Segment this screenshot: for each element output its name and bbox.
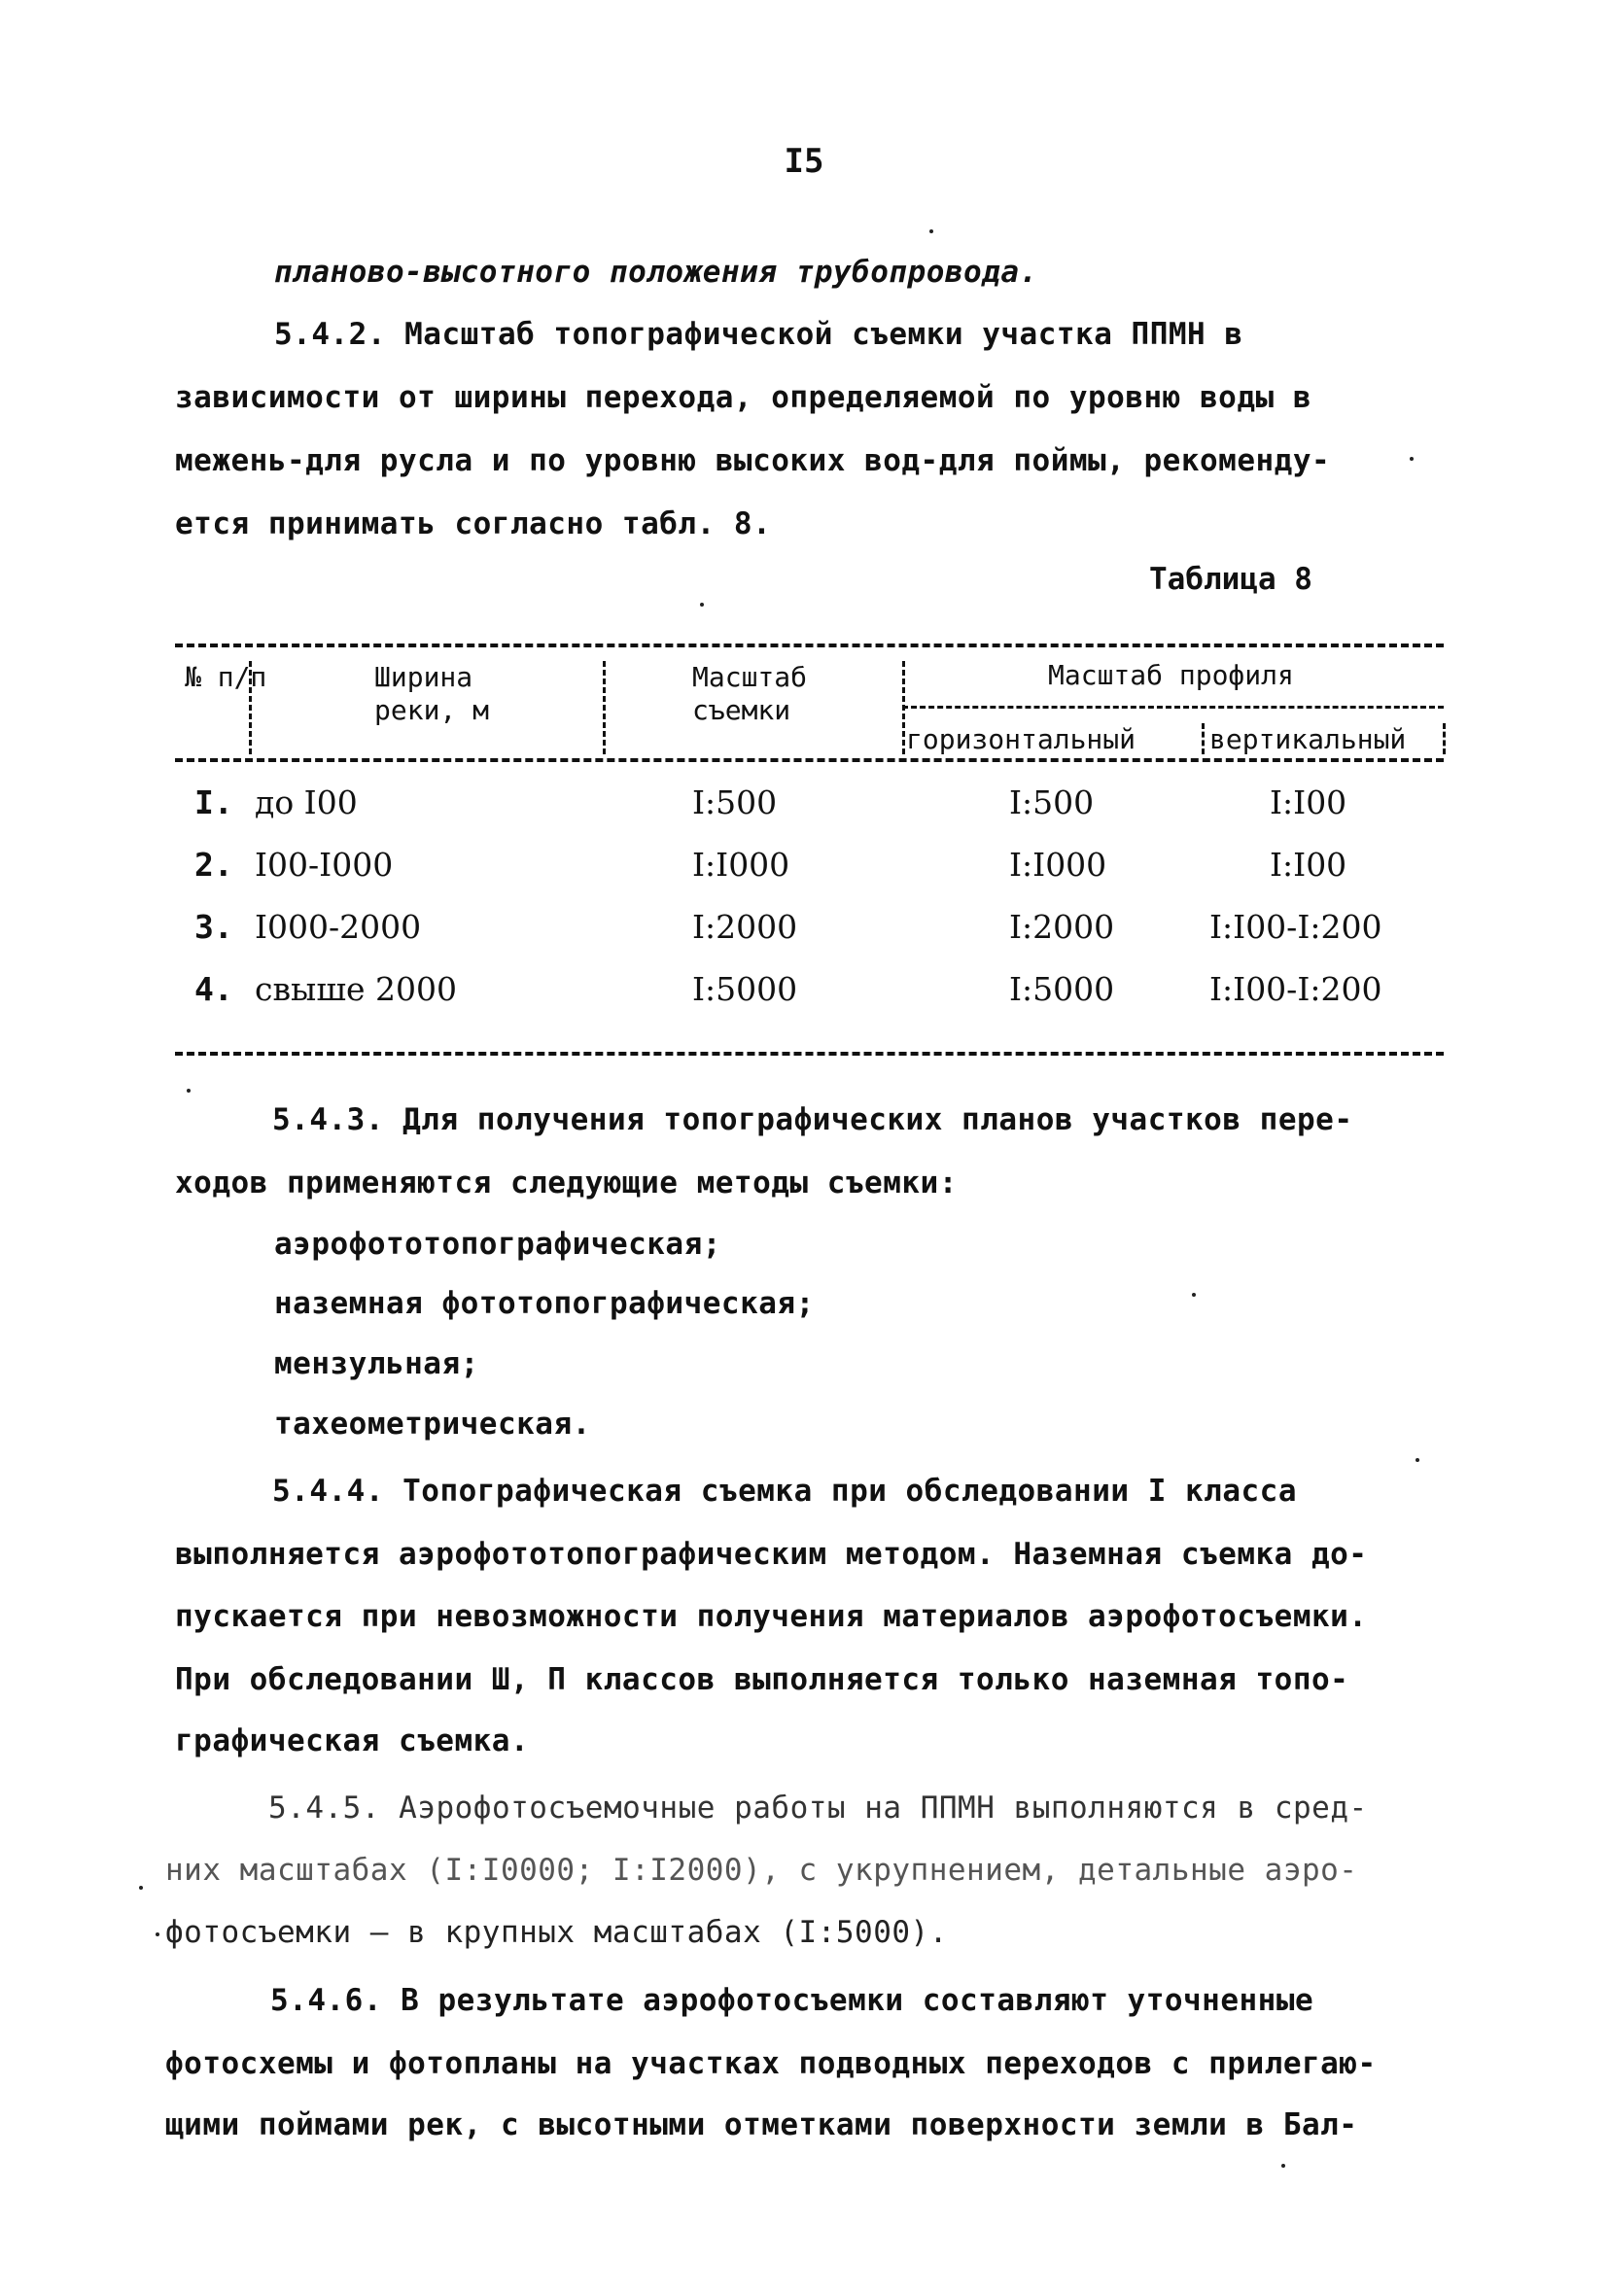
header-divider-1: [249, 661, 252, 754]
para-542-line-1: 5.4.2. Масштаб топографической съемки участка ППМН в: [274, 317, 1243, 352]
para-546-line-3: щими поймами рек, с высотными отметками поверхности земли в Бал-: [165, 2107, 1358, 2142]
row-vertical: I:I00-I:200: [1209, 970, 1382, 1008]
table-caption: Таблица 8: [1149, 562, 1312, 597]
row-width: до I00: [255, 783, 358, 821]
row-num: 3.: [194, 908, 233, 946]
table-bottom-rule: [175, 1052, 1444, 1056]
header-divider-5: [1443, 723, 1446, 754]
header-divider-3: [902, 661, 905, 754]
row-scale: I:5000: [692, 970, 798, 1008]
header-divider-2: [603, 661, 606, 754]
header-divider-4: [1202, 723, 1205, 754]
row-width: I00-I000: [255, 846, 394, 884]
scan-speck: [1416, 1458, 1419, 1462]
header-profile-rule: [902, 706, 1444, 709]
header-horizontal: горизонтальный: [906, 723, 1136, 755]
header-vertical: вертикальный: [1209, 723, 1407, 755]
para-544-line-4: При обследовании Ш, П классов выполняется только наземная топо-: [175, 1662, 1349, 1697]
scan-speck: [139, 1886, 143, 1890]
row-horizontal: I:2000: [1009, 908, 1115, 946]
row-vertical: I:I00-I:200: [1209, 908, 1382, 946]
row-scale: I:2000: [692, 908, 798, 946]
row-num: I.: [194, 783, 233, 821]
row-width: I000-2000: [255, 908, 422, 946]
para-546-line-1: 5.4.6. В результате аэрофотосъемки составляют уточненные: [270, 1983, 1314, 2018]
method-item: аэрофототопографическая;: [274, 1227, 721, 1262]
intro-line: планово-высотного положения трубопровода.: [274, 255, 1038, 290]
row-vertical: I:I00: [1270, 846, 1347, 884]
scan-speck: [156, 1932, 159, 1936]
scan-speck: [700, 603, 704, 607]
scan-speck: [1192, 1293, 1196, 1297]
para-543-line-1: 5.4.3. Для получения топографических планов участков пере-: [272, 1102, 1353, 1137]
scan-speck: [1281, 2164, 1285, 2168]
table-top-rule: [175, 644, 1444, 647]
row-horizontal: I:I000: [1009, 846, 1107, 884]
para-544-line-5: графическая съемка.: [175, 1723, 530, 1758]
para-543-line-2: ходов применяются следующие методы съемки:: [175, 1165, 958, 1200]
method-item: мензульная;: [274, 1346, 479, 1381]
para-542-line-2: зависимости от ширины перехода, определяемой по уровню воды в: [175, 380, 1311, 415]
header-profile: Масштаб профиля: [1048, 659, 1294, 691]
method-item: тахеометрическая.: [274, 1407, 591, 1442]
scan-speck: [1410, 457, 1414, 461]
row-scale: I:I000: [692, 846, 790, 884]
para-546-line-2: фотосхемы и фотопланы на участках подводных переходов с прилегаю-: [165, 2046, 1377, 2081]
para-545-line-2: них масштабах (I:I0000; I:I2000), с укрупнением, детальные аэро-: [165, 1853, 1358, 1888]
row-horizontal: I:5000: [1009, 970, 1115, 1008]
para-544-line-1: 5.4.4. Топографическая съемка при обследовании I класса: [272, 1474, 1297, 1509]
para-545-line-1: 5.4.5. Аэрофотосъемочные работы на ППМН выполняются в сред-: [268, 1791, 1368, 1826]
scan-speck: [929, 229, 933, 233]
scan-speck: [187, 1089, 191, 1093]
para-544-line-3: пускается при невозможности получения материалов аэрофотосъемки.: [175, 1599, 1368, 1634]
row-num: 2.: [194, 846, 233, 884]
para-545-line-3: фотосъемки – в крупных масштабах (I:5000).: [165, 1915, 948, 1950]
para-542-line-3: межень-для русла и по уровню высоких вод-для поймы, рекоменду-: [175, 443, 1331, 478]
row-num: 4.: [194, 970, 233, 1008]
row-scale: I:500: [692, 783, 778, 821]
header-scale: Масштаб съемки: [692, 661, 808, 726]
row-vertical: I:I00: [1270, 783, 1347, 821]
row-width: свыше 2000: [255, 970, 458, 1008]
row-horizontal: I:500: [1009, 783, 1095, 821]
method-item: наземная фототопографическая;: [274, 1286, 815, 1321]
header-num: № п/п: [185, 661, 267, 693]
header-bottom-rule: [175, 758, 1444, 762]
para-544-line-2: выполняется аэрофототопографическим методом. Наземная съемка до-: [175, 1537, 1368, 1572]
header-width: Ширина реки, м: [374, 661, 490, 726]
para-542-line-4: ется принимать согласно табл. 8.: [175, 506, 772, 541]
page-number: I5: [784, 142, 824, 181]
